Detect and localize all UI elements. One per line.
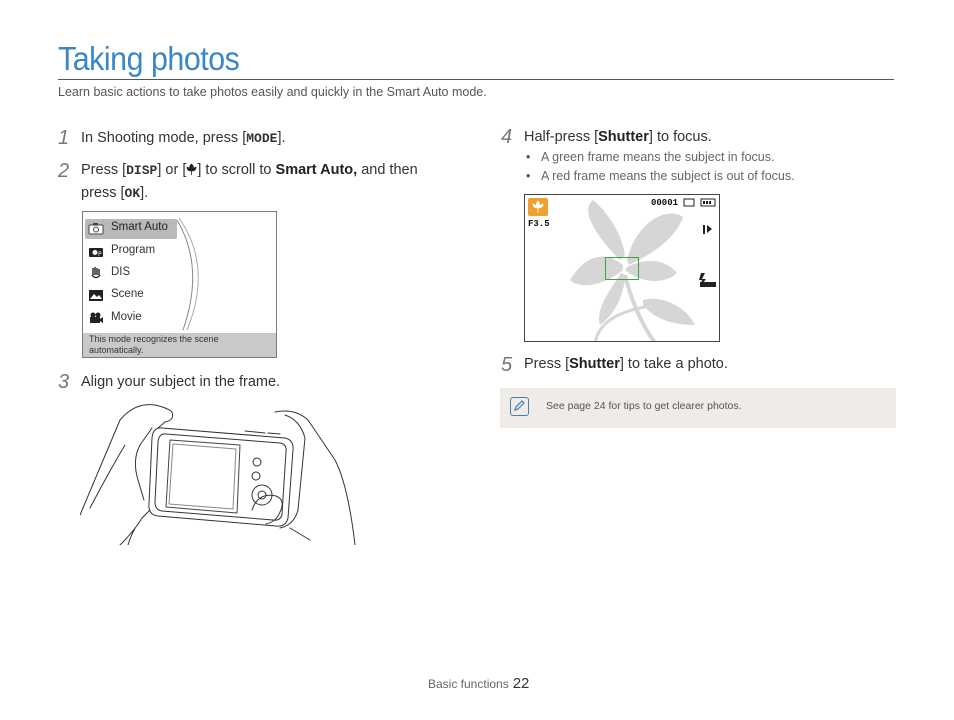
tip-note: [500, 388, 896, 428]
step-1-number: 1: [58, 127, 70, 149]
smart-auto-badge-icon: [528, 198, 548, 216]
menu-item-smart-auto[interactable]: [85, 219, 177, 239]
menu-item-label: DIS: [111, 266, 131, 278]
step-3-text: Align your subject in the frame.: [81, 374, 281, 390]
svg-text:P: P: [98, 251, 102, 258]
step-2-text-b: ] or [: [157, 162, 187, 178]
step-2-bold: Smart Auto,: [275, 162, 358, 178]
step-1-text-a: In Shooting mode, press [: [81, 130, 247, 146]
step-2-text: [81, 159, 418, 205]
aperture-value: F3.5: [528, 219, 550, 229]
menu-item-label: Scene: [111, 288, 144, 300]
step-3-number: 3: [58, 371, 70, 393]
step-4-number: 4: [501, 126, 513, 148]
shutter-label: Shutter: [598, 129, 649, 145]
step-1-text-b: ].: [277, 130, 286, 146]
menu-item-scene[interactable]: [85, 286, 177, 306]
step-4-text-b: ] to focus.: [648, 129, 712, 145]
mode-key: MODE: [246, 131, 278, 146]
page-title: Taking photos: [58, 40, 240, 77]
menu-item-label: Movie: [111, 311, 142, 323]
dis-icon: [88, 266, 104, 281]
step-1-text: [81, 127, 286, 150]
disp-key: DISP: [126, 163, 158, 178]
mode-menu-screen: [82, 211, 277, 358]
bullet-red-frame: • A red frame means the subject is out of focus.: [526, 168, 795, 187]
hands-holding-camera-illustration: [80, 400, 360, 545]
step-2-text-c: ] to scroll to: [197, 162, 276, 178]
macro-flower-icon: [186, 161, 197, 174]
step-5-text: [524, 353, 728, 375]
mode-description: This mode recognizes the scene automatically.: [83, 333, 276, 357]
movie-icon: [88, 311, 104, 326]
step-2-line2-a: press [: [81, 185, 125, 201]
menu-item-label: Program: [111, 244, 156, 256]
note-text: See page 24 for tips to get clearer photos.: [546, 400, 742, 412]
scene-icon: [88, 288, 104, 303]
menu-item-dis[interactable]: [85, 264, 177, 284]
step-4-text-a: Half-press [: [524, 129, 599, 145]
step-4-text: [524, 126, 712, 148]
step-2-line2-b: ].: [140, 185, 149, 201]
program-icon: [88, 244, 104, 259]
footer-section: Basic functions: [428, 677, 509, 691]
page-number: 22: [512, 675, 530, 692]
shutter-label: Shutter: [569, 356, 620, 372]
menu-item-movie[interactable]: [85, 309, 177, 329]
title-divider: [58, 79, 894, 80]
note-pencil-icon: [510, 397, 529, 416]
step-2-number: 2: [58, 160, 70, 182]
step-5-text-b: ] to take a photo.: [619, 356, 728, 372]
ok-key: OK: [124, 186, 141, 201]
page-subtitle: Learn basic actions to take photos easily and quickly in the Smart Auto mode.: [58, 85, 487, 99]
page-footer: [428, 675, 529, 692]
step-2-text-a: Press [: [81, 162, 127, 178]
af-focus-frame: [605, 257, 639, 280]
menu-item-program[interactable]: [85, 242, 177, 262]
step-5-number: 5: [501, 354, 513, 376]
focus-bullet-list: [526, 149, 795, 187]
step-2-text-d: and then: [357, 162, 418, 178]
viewfinder-screen: [524, 194, 720, 342]
shot-counter: 00001: [651, 198, 679, 208]
bullet-green-frame: • A green frame means the subject in focus.: [526, 149, 795, 168]
step-5-text-a: Press [: [524, 356, 570, 372]
smart-auto-icon: [88, 221, 104, 236]
menu-item-label: Smart Auto: [111, 221, 168, 233]
